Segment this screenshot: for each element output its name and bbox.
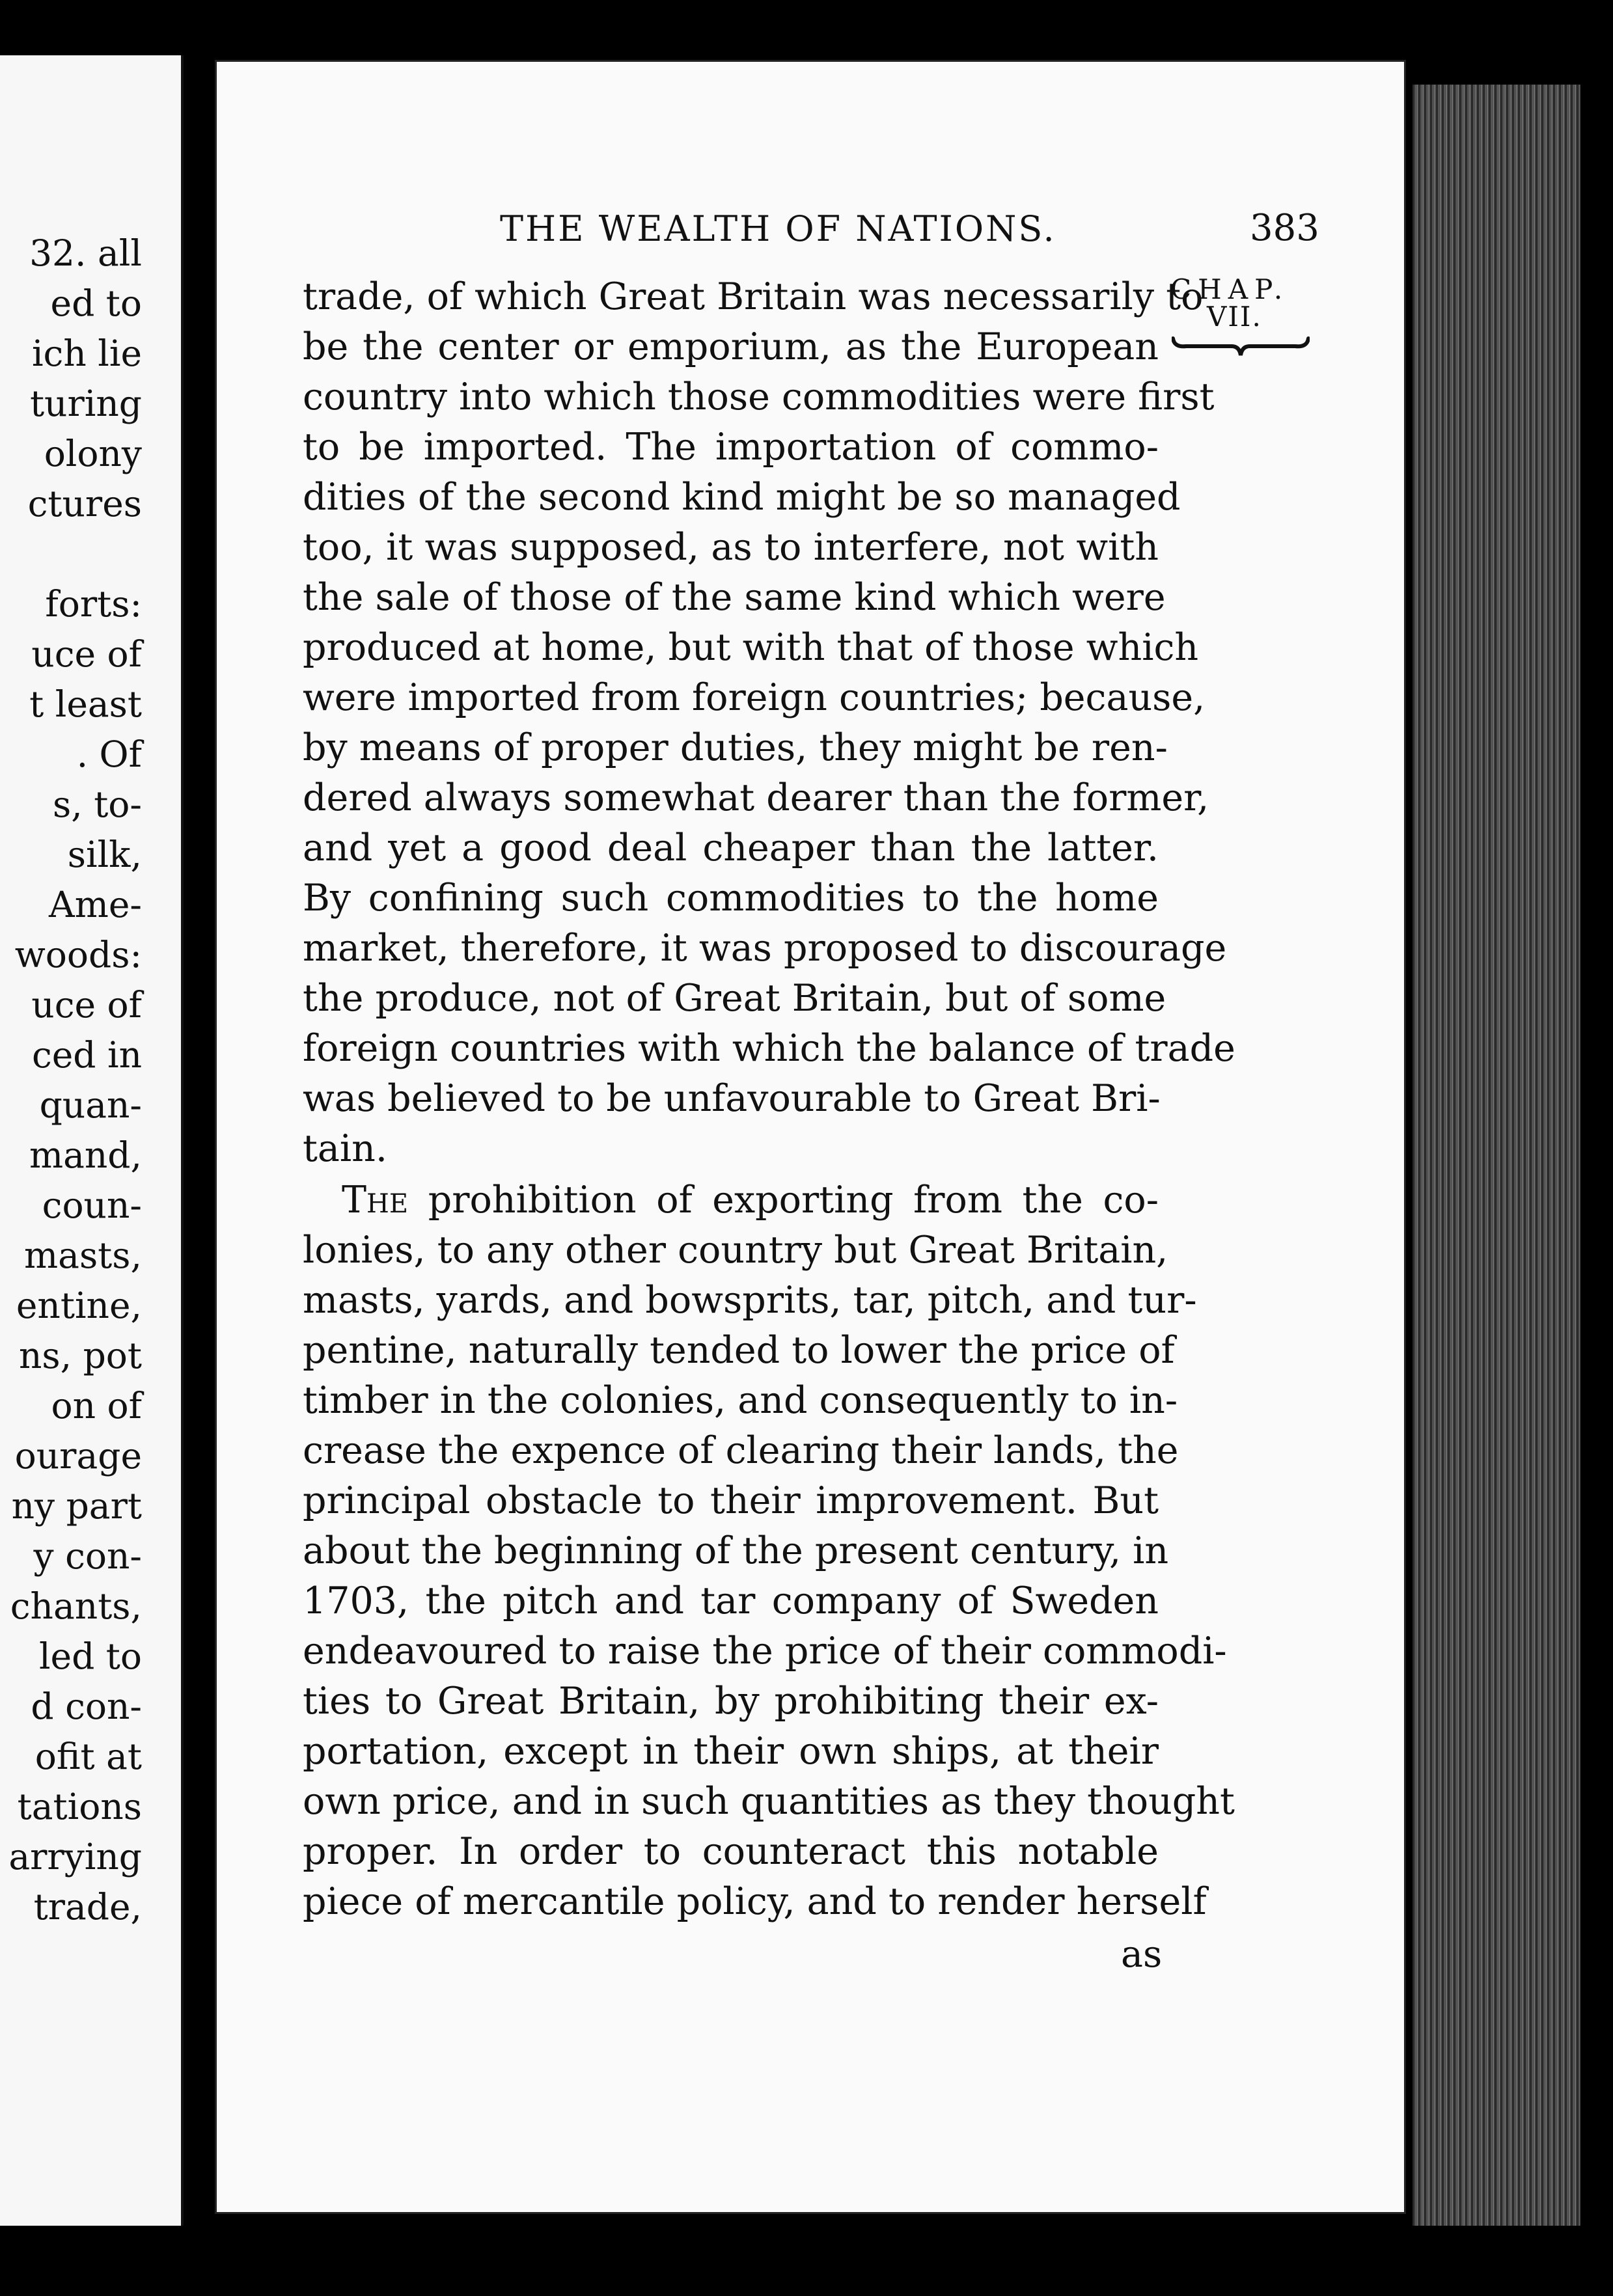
- left-page-fragment-line: tations: [17, 1786, 142, 1827]
- text-line: endeavoured to raise the price of their commodi-: [303, 1630, 1227, 1673]
- left-page-fragment-line: t least: [29, 683, 142, 725]
- text-line: by means of proper duties, they might be ren-: [303, 726, 1168, 769]
- left-page-fragment-line: mand,: [29, 1134, 142, 1176]
- paragraph-2-lines: [303, 1225, 1235, 1927]
- left-page-fragment-line: ced in: [31, 1034, 142, 1076]
- text-line: dities of the second kind might be so managed: [303, 476, 1181, 519]
- page-edges-texture: [1413, 85, 1580, 2226]
- text-line: timber in the colonies, and consequently to in-: [303, 1379, 1178, 1422]
- left-page-fragment-line: entine,: [16, 1285, 142, 1326]
- left-page-fragment-line: trade,: [33, 1886, 142, 1928]
- left-page-fragment-line: . Of: [76, 733, 142, 775]
- text-line: were imported from foreign countries; because,: [303, 676, 1206, 719]
- left-page-fragment-line: on of: [51, 1385, 142, 1427]
- text-line: lonies, to any other country but Great Britain,: [303, 1229, 1168, 1272]
- left-page-fragment-line: masts,: [24, 1235, 142, 1276]
- text-line: crease the expence of clearing their lands, the: [303, 1429, 1179, 1472]
- left-page-fragment-line: silk,: [67, 834, 142, 875]
- paragraph-2-first-word: The: [342, 1179, 409, 1222]
- left-page-text-fragments: [0, 55, 181, 2226]
- text-line: piece of mercantile policy, and to render herself: [303, 1880, 1207, 1923]
- left-page-fragment-line: 32. all: [29, 232, 142, 274]
- text-line: about the beginning of the present century, in: [303, 1529, 1169, 1572]
- left-page-fragment-line: s, to-: [53, 784, 142, 825]
- chapter-number: VII.: [1207, 301, 1262, 333]
- text-line: produced at home, but with that of those which: [303, 626, 1199, 669]
- left-page-fragment-line: d con-: [31, 1686, 142, 1727]
- left-page-fragment-line: ich lie: [31, 333, 142, 374]
- text-line: portation, except in their own ships, at their: [303, 1730, 1159, 1773]
- left-page-fragment-line: coun-: [42, 1184, 142, 1226]
- left-page-fragment-line: Ame-: [48, 884, 142, 925]
- text-line: too, it was supposed, as to interfere, not with: [303, 526, 1159, 569]
- text-line: market, therefore, it was proposed to discourage: [303, 927, 1227, 970]
- text-line: 1703, the pitch and tar company of Sweden: [303, 1579, 1159, 1622]
- text-line: own price, and in such quantities as they thought: [303, 1780, 1235, 1823]
- left-page-fragment-line: turing: [29, 383, 142, 424]
- left-page-fragment-line: ns, pot: [18, 1335, 142, 1376]
- left-page-fragment-line: ourage: [14, 1435, 142, 1477]
- text-line: be the center or emporium, as the European: [303, 325, 1159, 368]
- paragraph-2-first-line-rest: prohibition of exporting from the co-: [428, 1179, 1159, 1222]
- left-page-fragment-line: uce of: [31, 633, 142, 675]
- text-line: proper. In order to counteract this notable: [303, 1830, 1159, 1873]
- paragraph-2: [303, 1175, 1235, 1927]
- text-line: ties to Great Britain, by prohibiting their ex-: [303, 1680, 1159, 1723]
- left-page-fragment-line: ofit at: [34, 1736, 142, 1777]
- text-line: By confining such commodities to the home: [303, 877, 1159, 920]
- running-head: THE WEALTH OF NATIONS.: [500, 208, 1056, 249]
- left-page-fragment-line: chants,: [10, 1585, 142, 1627]
- left-page-fragment-line: ctures: [27, 483, 142, 525]
- catchword: as: [1121, 1933, 1163, 1976]
- left-page-fragment-line: arrying: [8, 1836, 142, 1878]
- text-line: trade, of which Great Britain was necessarily to: [303, 275, 1204, 318]
- text-line: masts, yards, and bowsprits, tar, pitch, and tur-: [303, 1279, 1197, 1322]
- left-page-fragment-line: olony: [44, 433, 142, 474]
- left-page-fragment: [0, 55, 184, 2226]
- text-line: principal obstacle to their improvement. But: [303, 1479, 1159, 1522]
- text-line: tain.: [303, 1127, 387, 1170]
- text-line: was believed to be unfavourable to Great Bri-: [303, 1077, 1161, 1120]
- text-line: country into which those commodities were first: [303, 376, 1215, 418]
- left-page-fragment-line: led to: [38, 1635, 142, 1677]
- paragraph-2-first-line: [303, 1175, 1159, 1225]
- chapter-brace-icon: [1172, 333, 1310, 359]
- left-page-fragment-line: uce of: [31, 984, 142, 1026]
- left-page-fragment-line: ny part: [11, 1485, 142, 1527]
- text-line: foreign countries with which the balance of trade: [303, 1027, 1235, 1070]
- left-page-fragment-line: forts:: [45, 583, 142, 625]
- text-line: the sale of those of the same kind which were: [303, 576, 1166, 619]
- left-page-fragment-line: woods:: [14, 934, 142, 976]
- text-line: to be imported. The importation of commo-: [303, 426, 1159, 469]
- left-page-fragment-line: quan-: [39, 1084, 142, 1126]
- left-page-fragment-line: ed to: [50, 282, 142, 324]
- left-page-fragment-line: y con-: [33, 1535, 142, 1577]
- text-line: dered always somewhat dearer than the former,: [303, 776, 1209, 819]
- chapter-label: CHAP.: [1170, 273, 1289, 305]
- text-line: pentine, naturally tended to lower the price of: [303, 1329, 1175, 1372]
- page-number: 383: [1250, 207, 1319, 249]
- text-line: and yet a good deal cheaper than the latter.: [303, 827, 1159, 869]
- text-line: the produce, not of Great Britain, but of some: [303, 977, 1166, 1020]
